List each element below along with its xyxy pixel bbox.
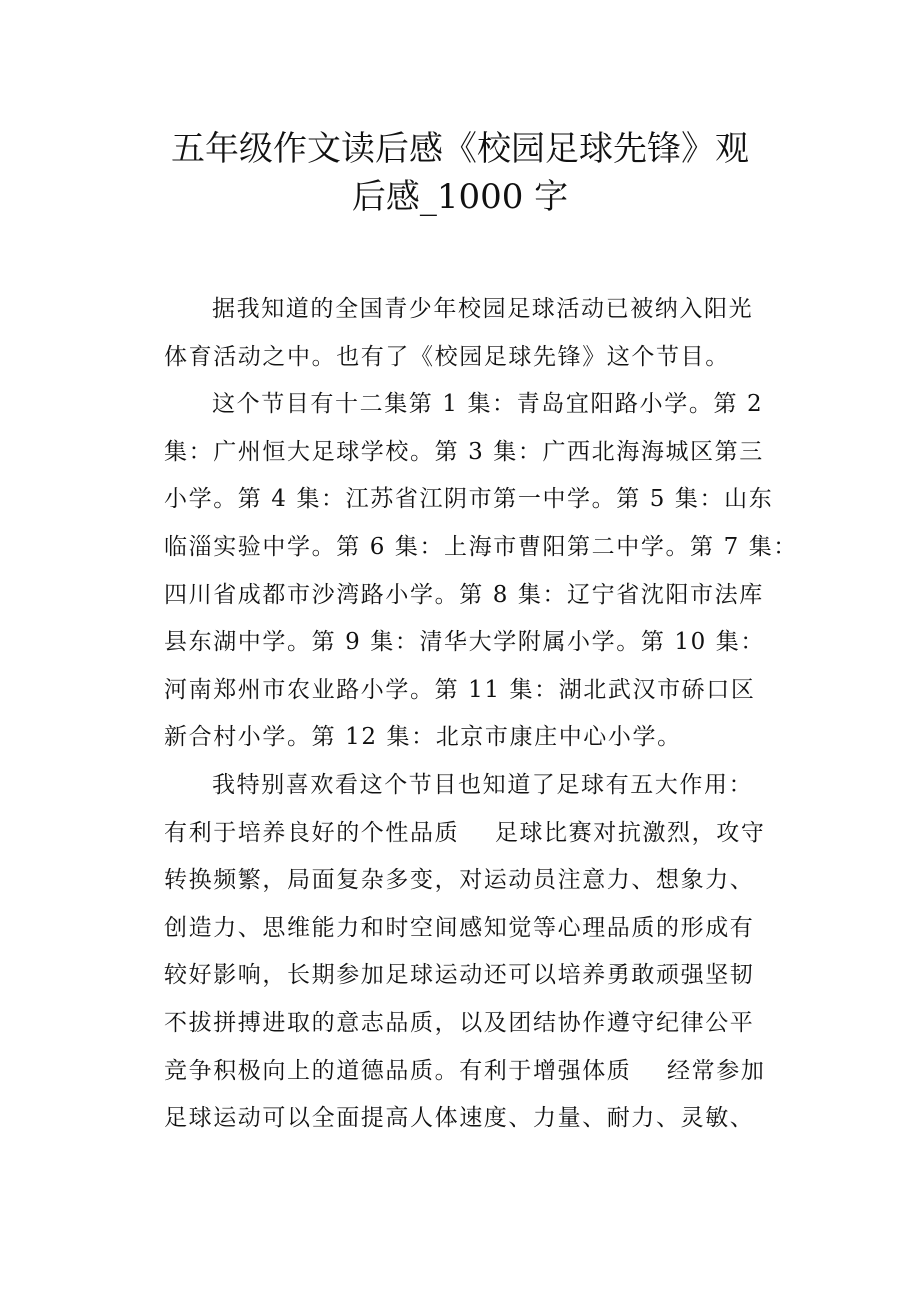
body-line: 临淄实验中学。第 6 集：上海市曹阳第二中学。第 7 集： bbox=[164, 533, 798, 560]
body-line: 足球运动可以全面提高人体速度、力量、耐力、灵敏、 bbox=[164, 1105, 755, 1132]
title-line-1: 五年级作文读后感《校园足球先锋》观 bbox=[171, 129, 749, 169]
body-line: 较好影响，长期参加足球运动还可以培养勇敢顽强坚韧 bbox=[164, 962, 755, 989]
body-line: 体育活动之中。也有了《校园足球先锋》这个节目。 bbox=[164, 343, 730, 370]
body-line: 有利于培养良好的个性品质 足球比赛对抗激烈，攻守 bbox=[164, 819, 766, 846]
body-line: 集：广州恒大足球学校。第 3 集：广西北海海城区第三 bbox=[164, 438, 764, 465]
body-line: 新合村小学。第 12 集：北京市康庄中心小学。 bbox=[164, 724, 682, 751]
body-line: 县东湖中学。第 9 集：清华大学附属小学。第 10 集： bbox=[164, 629, 765, 656]
body-line: 创造力、思维能力和时空间感知觉等心理品质的形成有 bbox=[164, 914, 755, 941]
body-line: 小学。第 4 集：江苏省江阴市第一中学。第 5 集：山东 bbox=[164, 486, 774, 513]
body-line: 河南郑州市农业路小学。第 11 集：湖北武汉市硚口区 bbox=[164, 676, 756, 703]
title-line-2: 后感_1000 字 bbox=[351, 177, 569, 217]
body-line: 竞争积极向上的道德品质。有利于增强体质 经常参加 bbox=[164, 1057, 766, 1084]
body-line: 我特别喜欢看这个节目也知道了足球有五大作用： bbox=[212, 771, 754, 798]
document-title bbox=[120, 125, 800, 221]
body-line: 四川省成都市沙湾路小学。第 8 集：辽宁省沈阳市法库 bbox=[164, 581, 764, 608]
document-body bbox=[164, 286, 798, 1143]
body-line: 这个节目有十二集第 1 集：青岛宜阳路小学。第 2 bbox=[212, 391, 764, 418]
body-line: 不拔拼搏进取的意志品质，以及团结协作遵守纪律公平 bbox=[164, 1009, 755, 1036]
body-line: 转换频繁，局面复杂多变，对运动员注意力、想象力、 bbox=[164, 867, 755, 894]
body-line: 据我知道的全国青少年校园足球活动已被纳入阳光 bbox=[212, 296, 754, 322]
